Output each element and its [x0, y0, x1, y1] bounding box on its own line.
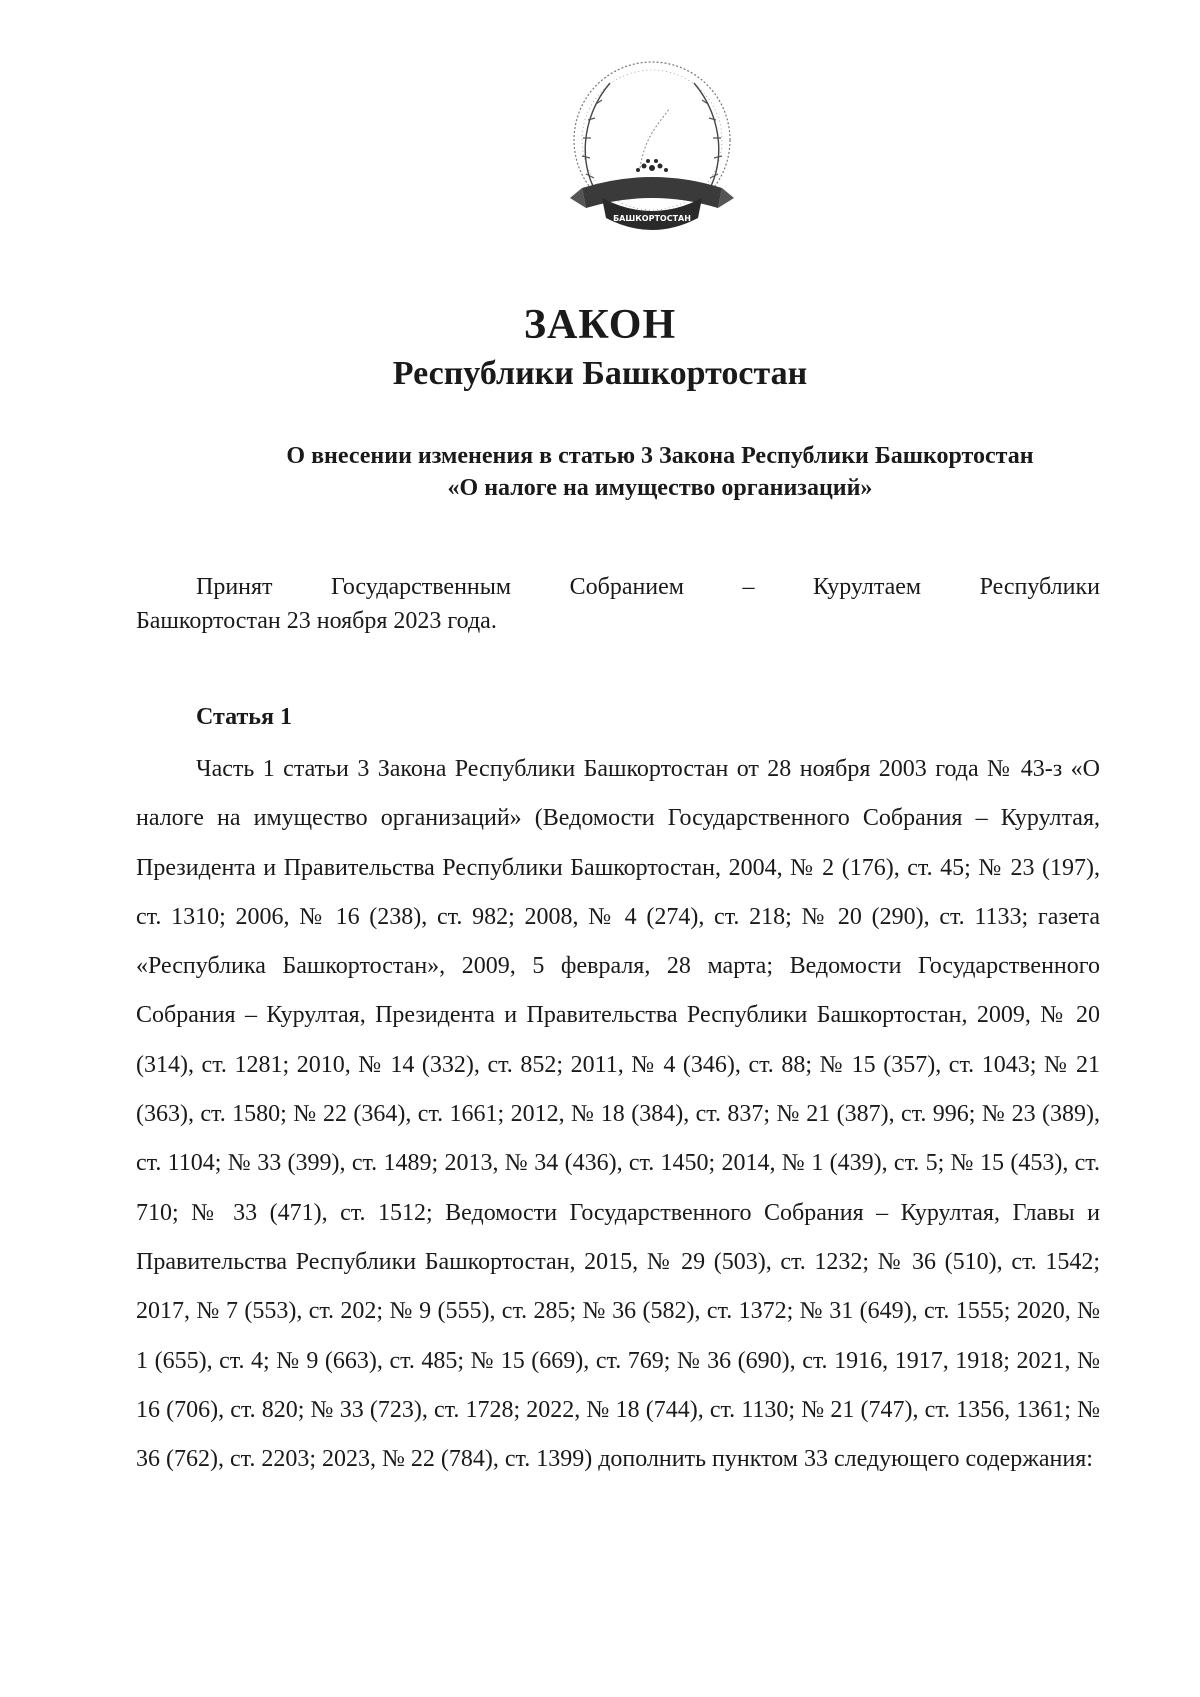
- law-subtitle: [200, 440, 1120, 504]
- bashkortostan-emblem-icon: [560, 48, 745, 248]
- article-body: Часть 1 статьи 3 Закона Республики Башкортостан от 28 ноября 2003 года № 43-з «О налоге на имущество организаций» (Ведомости Государственного Собрания – Курултая, Президента и Правительства Республики Башкортостан, 2004, № 2 (176), ст. 45; № 23 (197), ст. 1310; 2006, № 16 (238), ст. 982; 2008, № 4 (274), ст. 218; № 20 (290), ст. 1133; газета «Республика Башкортостан», 2009, 5 февраля, 28 марта; Ведомости Государственного Собрания – Курултая, Президента и Правительства Республики Башкортостан, 2009, № 20 (314), ст. 1281; 2010, № 14 (332), ст. 852; 2011, № 4 (346), ст. 88; № 15 (357), ст. 1043; № 21 (363), ст. 1580; № 22 (364), ст. 1661; 2012, № 18 (384), ст. 837; № 21 (387), ст. 996; № 23 (389), ст. 1104; № 33 (399), ст. 1489; 2013, № 34 (436), ст. 1450; 2014, № 1 (439), ст. 5; № 15 (453), ст. 710; № 33 (471), ст. 1512; Ведомости Государственного Собрания – Курултая, Главы и Правительства Республики Башкортостан, 2015, № 29 (503), ст. 1232; № 36 (510), ст. 1542; 2017, № 7 (553), ст. 202; № 9 (555), ст. 285; № 36 (582), ст. 1372; № 31 (649), ст. 1555; 2020, № 1 (655), ст. 4; № 9 (663), ст. 485; № 15 (669), ст. 769; № 36 (690), ст. 1916, 1917, 1918; 2021, № 16 (706), ст. 820; № 33 (723), ст. 1728; 2022, № 18 (744), ст. 1130; № 21 (747), ст. 1356, 1361; № 36 (762), ст. 2203; 2023, № 22 (784), ст. 1399) дополнить пунктом 33 следующего содержания:: [136, 756, 1100, 1473]
- adoption-statement: [136, 570, 1100, 638]
- article-heading: Статья 1: [196, 704, 292, 730]
- subtitle-line-2: «О налоге на имущество организаций»: [447, 475, 873, 501]
- adoption-line-2: Башкортостан 23 ноября 2023 года.: [136, 608, 497, 634]
- emblem-ribbon-text: БАШКОРТОСТАН: [613, 214, 691, 223]
- republic-title: Республики Башкортостан: [392, 355, 808, 392]
- subtitle-line-1: О внесении изменения в статью 3 Закона Республики Башкортостан: [286, 443, 1034, 469]
- title-block: [0, 298, 1200, 396]
- law-title: ЗАКОН: [523, 302, 677, 348]
- adoption-line-1: Принят Государственным Собранием – Курултаем Республики: [196, 574, 1100, 600]
